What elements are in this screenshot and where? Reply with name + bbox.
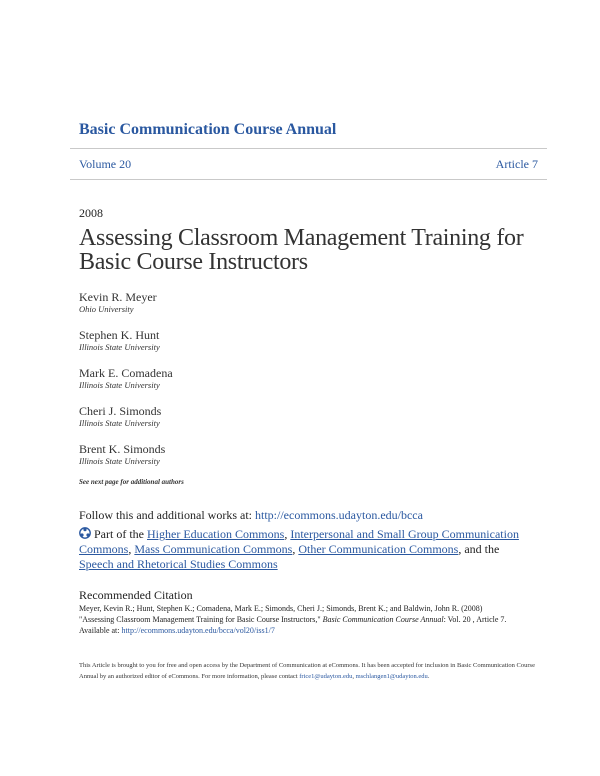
author-name: Mark E. Comadena [79, 366, 173, 380]
follow-prefix: Follow this and additional works at: [79, 508, 255, 522]
citation-url-link[interactable]: http://ecommons.udayton.edu/bcca/vol20/iss1/7 [121, 626, 275, 635]
separator: , [128, 542, 135, 556]
and-the: , and the [458, 542, 500, 556]
journal-title[interactable]: Basic Communication Course Annual [79, 121, 337, 138]
publication-year: 2008 [79, 206, 103, 220]
contact-email-link[interactable]: mschlangen1@udayton.edu [355, 673, 428, 680]
citation-text [79, 603, 539, 636]
footer-end: . [427, 673, 430, 680]
part-of-commons [79, 527, 519, 572]
separator: , [284, 527, 291, 541]
author-entry [79, 290, 379, 328]
available-label: Available at: [79, 626, 122, 635]
commons-link-other-communication[interactable]: Other Communication Commons [298, 542, 459, 556]
volume-link[interactable]: Volume 20 [79, 157, 132, 171]
author-name: Kevin R. Meyer [79, 290, 157, 304]
repository-link[interactable]: http://ecommons.udayton.edu/bcca [255, 508, 423, 522]
footer-text: This Article is brought to you for free and open access by the Department of Communication at eCommons. It has been accepted for inclusion in Basic Communication Course Annual by an authorized editor of eCommons. For more information, please contact [79, 662, 535, 680]
citation-article-title: "Assessing Classroom Management Training for Basic Course Instructors," [79, 615, 323, 624]
divider-top [70, 148, 547, 149]
author-entry [79, 404, 379, 442]
citation-volume: : Vol. 20 , Article 7. [443, 615, 507, 624]
footer-separator: , [352, 673, 356, 680]
citation-available [79, 625, 539, 636]
author-name: Brent K. Simonds [79, 442, 166, 456]
commons-link-mass-communication[interactable]: Mass Communication Commons [134, 542, 293, 556]
article-link[interactable]: Article 7 [495, 157, 538, 171]
part-of-prefix: Part of the [94, 527, 147, 541]
author-affiliation: Illinois State University [79, 380, 160, 390]
contact-email-link[interactable]: frice1@udayton.edu [299, 673, 353, 680]
author-affiliation: Ohio University [79, 304, 134, 314]
article-title [79, 226, 539, 274]
citation-authors: Meyer, Kevin R.; Hunt, Stephen K.; Comadena, Mark E.; Simonds, Cheri J.; Simonds, Brent K.; and Baldwin, John R. (2008) [79, 604, 483, 613]
citation-title-line [79, 614, 539, 625]
author-name: Cheri J. Simonds [79, 404, 162, 418]
commons-link-higher-education[interactable]: Higher Education Commons [147, 527, 285, 541]
author-list [79, 290, 379, 480]
follow-line [79, 508, 423, 523]
author-name: Stephen K. Hunt [79, 328, 160, 342]
separator: , [292, 542, 299, 556]
author-entry [79, 328, 379, 366]
see-next-note: See next page for additional authors [79, 478, 184, 486]
author-affiliation: Illinois State University [79, 342, 160, 352]
access-footer [79, 660, 539, 682]
commons-link-interpersonal[interactable]: Interpersonal and Small Group Communication Commons [79, 527, 519, 556]
article-title-line: Assessing Classroom Management Training for [79, 225, 524, 251]
recommended-citation-heading: Recommended Citation [79, 588, 193, 602]
network-icon [79, 527, 91, 539]
author-affiliation: Illinois State University [79, 418, 160, 428]
author-entry [79, 442, 379, 480]
article-title-line: Basic Course Instructors [79, 249, 308, 275]
author-entry [79, 366, 379, 404]
author-affiliation: Illinois State University [79, 456, 160, 466]
commons-link-speech-rhetorical[interactable]: Speech and Rhetorical Studies Commons [79, 557, 278, 571]
divider-bottom [70, 179, 547, 180]
citation-journal: Basic Communication Course Annual [322, 615, 444, 624]
